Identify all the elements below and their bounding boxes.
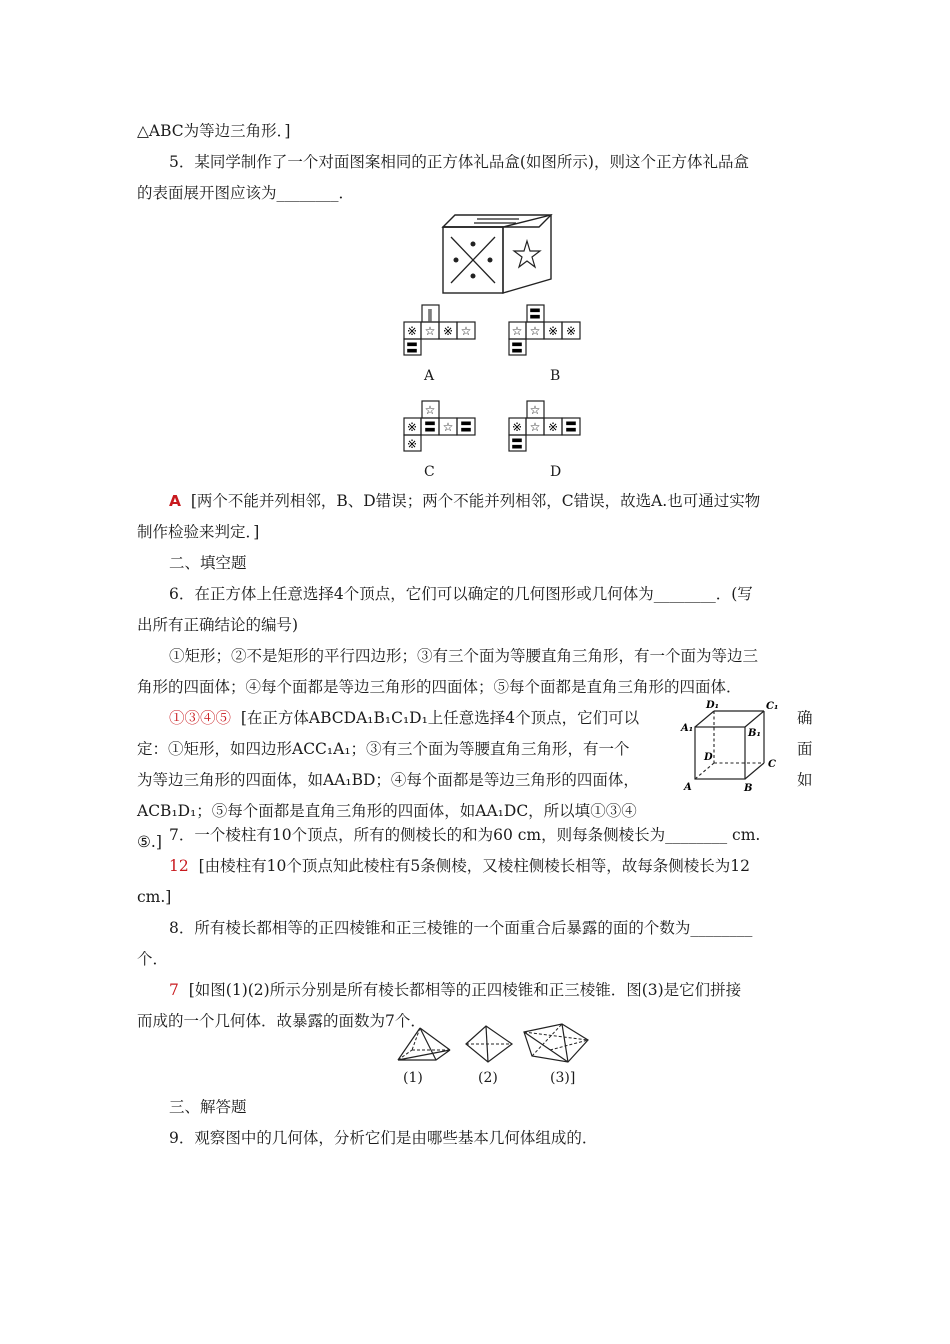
net-a-face: ※ bbox=[406, 324, 418, 338]
net-b-face: ※ bbox=[565, 324, 577, 338]
answer-6-text: [在正方体ABCDA₁B₁C₁D₁上任意选择4个顶点，它们可以 bbox=[240, 709, 640, 727]
net-d-face: 〓 bbox=[564, 420, 578, 434]
triangular-pyramid-figure bbox=[464, 1024, 514, 1064]
question-5-line2: 的表面展开图应该为________． bbox=[137, 184, 355, 202]
figure-2-label: (2) bbox=[478, 1070, 498, 1086]
cube-vertex-label: B₁ bbox=[748, 728, 761, 739]
net-c-face: ☆ bbox=[442, 420, 454, 434]
combined-solid-figure bbox=[522, 1022, 590, 1066]
answer-6-right-char: 确 bbox=[797, 709, 813, 727]
answer-7-line1 bbox=[169, 855, 849, 877]
question-6-line1: 6．在正方体上任意选择4个顶点，它们可以确定的几何图形或几何体为________．(写 bbox=[169, 585, 753, 603]
net-b-face: 〓 bbox=[528, 307, 542, 321]
net-a-face: ※ bbox=[442, 324, 454, 338]
option-b-label: B bbox=[550, 368, 561, 384]
section-solution-heading: 三、解答题 bbox=[169, 1098, 247, 1116]
net-c-face: 〓 bbox=[459, 420, 473, 434]
answer-7-line2: cm.] bbox=[137, 888, 172, 906]
cube-gift-box-figure bbox=[441, 213, 553, 295]
net-d-face: ☆ bbox=[529, 420, 541, 434]
net-b-face: ☆ bbox=[511, 324, 523, 338]
cube-vertex-label: A bbox=[684, 782, 692, 793]
figure-3-label: (3)] bbox=[550, 1070, 576, 1086]
cube-vertex-label: B bbox=[744, 783, 753, 794]
net-a-face: ☆ bbox=[460, 324, 472, 338]
answer-8-line2: 而成的一个几何体．故暴露的面数为7个． bbox=[137, 1012, 426, 1030]
net-d-face: ※ bbox=[547, 420, 559, 434]
net-a-face: ‖ bbox=[427, 307, 433, 321]
answer-8-key: 7 bbox=[169, 981, 179, 999]
cube-abcd-figure bbox=[680, 698, 790, 798]
answer-7-key: 12 bbox=[169, 857, 189, 875]
option-a-label: A bbox=[424, 368, 435, 384]
net-d-face: ※ bbox=[511, 420, 523, 434]
answer-6-key: ①③④⑤ bbox=[169, 709, 232, 727]
question-6-line2: 出所有正确结论的编号) bbox=[137, 616, 299, 634]
net-c-face: 〓 bbox=[423, 420, 437, 434]
square-pyramid-figure bbox=[396, 1026, 452, 1066]
net-c-face: ※ bbox=[406, 420, 418, 434]
net-b-face: 〓 bbox=[510, 341, 524, 355]
net-d-face: ☆ bbox=[529, 403, 541, 417]
net-option-d bbox=[508, 400, 582, 452]
cube-vertex-label: D₁ bbox=[706, 700, 720, 711]
cube-vertex-label: A₁ bbox=[681, 723, 694, 734]
net-a-face: ☆ bbox=[424, 324, 436, 338]
question-5-line1: 5．某同学制作了一个对面图案相同的正方体礼品盒(如图所示)，则这个正方体礼品盒 bbox=[169, 153, 749, 171]
answer-5-text: [两个不能并列相邻，B、D错误；两个不能并列相邻，C错误，故选A.也可通过实物 bbox=[190, 492, 761, 510]
answer-8-line1 bbox=[169, 979, 849, 1001]
answer-6-line4: ACB₁D₁；⑤每个面都是直角三角形的四面体，如AA₁DC，所以填①③④ bbox=[137, 802, 637, 820]
answer-5-line2: 制作检验来判定．] bbox=[137, 523, 260, 541]
net-b-face: ※ bbox=[547, 324, 559, 338]
question-7: 7．一个棱柱有10个顶点，所有的侧棱长的和为60 cm，则每条侧棱长为________ cm. bbox=[169, 826, 761, 844]
net-option-c bbox=[403, 400, 477, 452]
net-c-face: ☆ bbox=[424, 403, 436, 417]
question-9: 9．观察图中的几何体，分析它们是由哪些基本几何体组成的． bbox=[169, 1129, 598, 1147]
question-8-line1: 8．所有棱长都相等的正四棱锥和正三棱锥的一个面重合后暴露的面的个数为________ bbox=[169, 919, 753, 937]
cube-vertex-label: C₁ bbox=[766, 701, 779, 712]
net-b-face: ☆ bbox=[529, 324, 541, 338]
option-d-label: D bbox=[550, 464, 562, 480]
option-c-label: C bbox=[424, 464, 435, 480]
text-line: △ABC为等边三角形．] bbox=[137, 122, 291, 140]
net-option-a bbox=[403, 304, 477, 356]
net-a-face: 〓 bbox=[405, 341, 419, 355]
answer-5-key: A bbox=[169, 492, 181, 510]
figure-1-label: (1) bbox=[403, 1070, 423, 1086]
section-fill-in-heading: 二、填空题 bbox=[169, 554, 247, 572]
answer-6-right-char: 如 bbox=[797, 771, 813, 789]
answer-5-line1 bbox=[169, 490, 849, 512]
question-6-line3: ①矩形；②不是矩形的平行四边形；③有三个面为等腰直角三角形，有一个面为等边三 bbox=[169, 647, 759, 665]
answer-6-line5: ⑤.] bbox=[137, 833, 162, 851]
net-c-face: ※ bbox=[406, 437, 418, 451]
answer-6-line2: 定：①矩形，如四边形ACC₁A₁；③有三个面为等腰直角三角形，有一个 bbox=[137, 740, 630, 758]
cube-vertex-label: D bbox=[704, 752, 713, 763]
answer-6-line3: 为等边三角形的四面体，如AA₁BD；④每个面都是等边三角形的四面体， bbox=[137, 771, 639, 789]
question-8-line2: 个． bbox=[137, 950, 169, 968]
cube-vertex-label: C bbox=[768, 759, 776, 770]
answer-7-text: [由棱柱有10个顶点知此棱柱有5条侧棱，又棱柱侧棱长相等，故每条侧棱长为12 bbox=[198, 857, 750, 875]
net-d-face: 〓 bbox=[510, 437, 524, 451]
answer-6-right-char: 面 bbox=[797, 740, 813, 758]
answer-8-text: [如图(1)(2)所示分别是所有棱长都相等的正四棱锥和正三棱锥．图(3)是它们拼接 bbox=[188, 981, 742, 999]
net-option-b bbox=[508, 304, 582, 356]
question-6-line4: 角形的四面体；④每个面都是等边三角形的四面体；⑤每个面都是直角三角形的四面体． bbox=[137, 678, 742, 696]
